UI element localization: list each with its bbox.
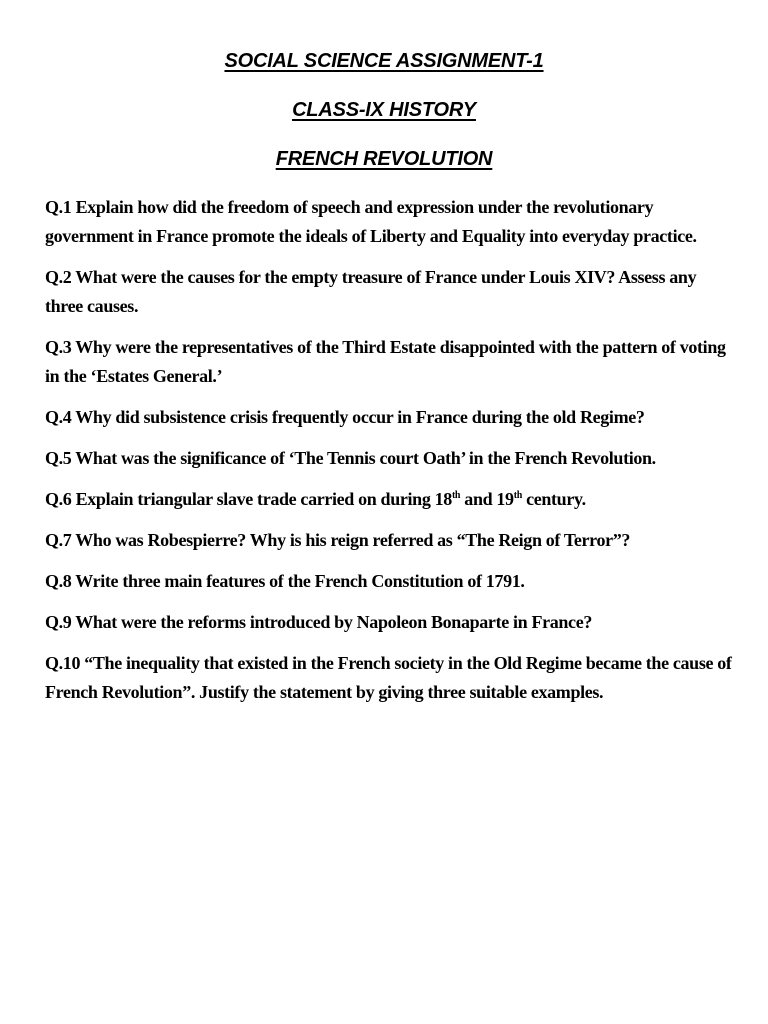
- question-1: Q.1 Explain how did the freedom of speech and expression under the revolutionary government in France promote the ideals of Liberty and Equality into everyday practice.: [45, 197, 697, 246]
- question-3: Q.3 Why were the representatives of the Third Estate disappointed with the pattern of voting in the ‘Estates General.’: [45, 337, 726, 386]
- question-10: Q.10 “The inequality that existed in the French society in the Old Regime became the cause of French Revolution”. Justify the statement by giving three suitable examples.: [45, 653, 732, 702]
- class-subject-heading: CLASS-IX HISTORY: [292, 99, 476, 121]
- question-7: Q.7 Who was Robespierre? Why is his reign referred as “The Reign of Terror”?: [45, 530, 631, 550]
- question-6-superscript-2: th: [513, 490, 522, 501]
- question-6-text-part2: and 19: [460, 489, 514, 509]
- question-6-superscript-1: th: [451, 490, 461, 501]
- question-4: Q.4 Why did subsistence crisis frequently occur in France during the old Regime?: [45, 407, 645, 427]
- question-8: Q.8 Write three main features of the French Constitution of 1791.: [45, 571, 525, 591]
- question-6-text-part1: Q.6 Explain triangular slave trade carried on during 18: [45, 489, 452, 509]
- question-6: [45, 485, 735, 514]
- question-9: Q.9 What were the reforms introduced by Napoleon Bonaparte in France?: [45, 612, 592, 632]
- topic-heading: FRENCH REVOLUTION: [275, 148, 493, 170]
- question-list: [45, 193, 735, 719]
- question-2: Q.2 What were the causes for the empty treasure of France under Louis XIV? Assess any three causes.: [45, 267, 697, 316]
- question-6-text-part3: century.: [521, 489, 586, 509]
- question-5: Q.5 What was the significance of ‘The Tennis court Oath’ in the French Revolution.: [45, 448, 656, 468]
- assignment-title: SOCIAL SCIENCE ASSIGNMENT-1: [224, 50, 544, 72]
